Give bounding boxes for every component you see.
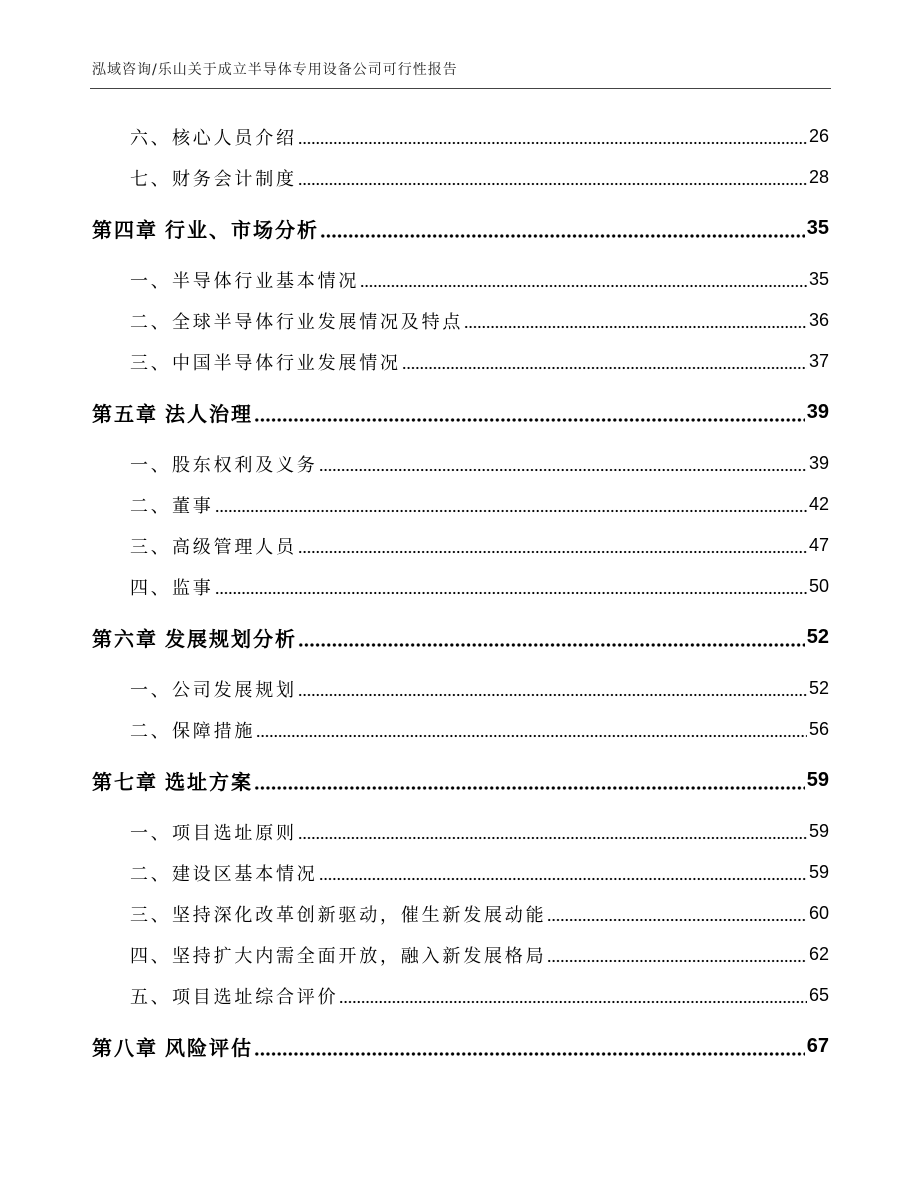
toc-chapter-title: 行业、市场分析 xyxy=(165,218,319,242)
toc-dot-leader xyxy=(254,418,805,422)
toc-section-entry xyxy=(0,300,920,341)
toc-section-number: 二、 xyxy=(130,863,172,885)
toc-page-number: 47 xyxy=(808,535,829,555)
toc-page-number: 35 xyxy=(806,217,829,239)
toc-section-number: 二、 xyxy=(130,311,172,333)
toc-page-number: 36 xyxy=(808,310,829,330)
toc-dot-leader xyxy=(298,550,807,554)
toc-section-entry xyxy=(0,811,920,852)
toc-chapter-entry xyxy=(0,1026,920,1067)
toc-page-number: 39 xyxy=(808,453,829,473)
toc-chapter-entry xyxy=(0,392,920,433)
toc-dot-leader xyxy=(298,836,807,840)
toc-section-entry xyxy=(0,893,920,934)
toc-page-number: 26 xyxy=(808,126,829,146)
toc-section-number: 一、 xyxy=(130,270,172,292)
toc-dot-leader xyxy=(298,182,807,186)
toc-dot-leader xyxy=(254,1052,805,1056)
toc-section-entry xyxy=(0,852,920,893)
toc-section-title: 核心人员介绍 xyxy=(172,127,297,149)
toc-section-title: 坚持深化改革创新驱动，催生新发展动能 xyxy=(172,904,547,926)
toc-dot-leader xyxy=(360,284,807,288)
toc-chapter-title: 选址方案 xyxy=(165,770,253,794)
toc-dot-leader xyxy=(339,1000,807,1004)
toc-chapter-number: 第六章 xyxy=(92,627,158,651)
toc-page-number: 39 xyxy=(806,401,829,423)
toc-section-title: 项目选址原则 xyxy=(172,822,297,844)
toc-chapter-number: 第四章 xyxy=(92,218,158,242)
toc-section-number: 一、 xyxy=(130,454,172,476)
toc-chapter-entry xyxy=(0,760,920,801)
toc-section-entry xyxy=(0,934,920,975)
page-header-title: 泓域咨询/乐山关于成立半导体专用设备公司可行性报告 xyxy=(92,62,458,78)
toc-page-number: 59 xyxy=(808,862,829,882)
toc-section-title: 项目选址综合评价 xyxy=(172,986,339,1008)
toc-page-number: 59 xyxy=(808,821,829,841)
toc-chapter-number: 第五章 xyxy=(92,402,158,426)
toc-section-number: 四、 xyxy=(130,945,172,967)
toc-dot-leader xyxy=(464,325,807,329)
toc-section-title: 半导体行业基本情况 xyxy=(172,270,360,292)
toc-section-title: 股东权利及义务 xyxy=(172,454,318,476)
toc-section-number: 二、 xyxy=(130,720,172,742)
toc-page-number: 65 xyxy=(808,985,829,1005)
toc-section-number: 三、 xyxy=(130,904,172,926)
toc-page-number: 52 xyxy=(806,626,829,648)
toc-section-title: 坚持扩大内需全面开放，融入新发展格局 xyxy=(172,945,547,967)
toc-dot-leader xyxy=(298,141,807,145)
toc-page-number: 67 xyxy=(806,1035,829,1057)
toc-dot-leader xyxy=(319,468,807,472)
toc-section-entry xyxy=(0,484,920,525)
toc-section-number: 五、 xyxy=(130,986,172,1008)
toc-chapter-number: 第七章 xyxy=(92,770,158,794)
toc-section-number: 四、 xyxy=(130,577,172,599)
toc-dot-leader xyxy=(319,877,807,881)
toc-dot-leader xyxy=(298,643,805,647)
toc-chapter-title: 发展规划分析 xyxy=(165,627,297,651)
toc-section-title: 监事 xyxy=(172,577,214,599)
toc-dot-leader xyxy=(298,693,807,697)
toc-dot-leader xyxy=(402,366,807,370)
toc-chapter-entry xyxy=(0,617,920,658)
toc-chapter-title: 法人治理 xyxy=(165,402,253,426)
toc-chapter-number: 第八章 xyxy=(92,1036,158,1060)
toc-page-number: 59 xyxy=(806,769,829,791)
toc-dot-leader xyxy=(547,918,807,922)
toc-section-title: 高级管理人员 xyxy=(172,536,297,558)
toc-page-number: 35 xyxy=(808,269,829,289)
toc-dot-leader xyxy=(254,786,805,790)
toc-dot-leader xyxy=(320,234,805,238)
toc-section-number: 二、 xyxy=(130,495,172,517)
toc-section-title: 中国半导体行业发展情况 xyxy=(172,352,401,374)
toc-page-number: 60 xyxy=(808,903,829,923)
toc-chapter-entry xyxy=(0,208,920,249)
toc-section-title: 公司发展规划 xyxy=(172,679,297,701)
toc-section-entry xyxy=(0,566,920,607)
toc-page-number: 62 xyxy=(808,944,829,964)
toc-section-title: 财务会计制度 xyxy=(172,168,297,190)
toc-section-entry xyxy=(0,668,920,709)
header-divider xyxy=(90,88,831,89)
toc-section-entry xyxy=(0,116,920,157)
toc-section-entry xyxy=(0,341,920,382)
toc-section-number: 三、 xyxy=(130,352,172,374)
toc-dot-leader xyxy=(215,509,807,513)
toc-section-entry xyxy=(0,975,920,1016)
toc-section-number: 一、 xyxy=(130,822,172,844)
toc-section-title: 董事 xyxy=(172,495,214,517)
toc-chapter-title: 风险评估 xyxy=(165,1036,253,1060)
toc-dot-leader xyxy=(256,734,807,738)
toc-dot-leader xyxy=(547,959,807,963)
toc-section-entry xyxy=(0,525,920,566)
toc-page-number: 37 xyxy=(808,351,829,371)
toc-section-number: 一、 xyxy=(130,679,172,701)
toc-page-number: 28 xyxy=(808,167,829,187)
toc-section-entry xyxy=(0,709,920,750)
toc-section-number: 三、 xyxy=(130,536,172,558)
toc-page-number: 42 xyxy=(808,494,829,514)
toc-page-number: 50 xyxy=(808,576,829,596)
toc-section-number: 七、 xyxy=(130,168,172,190)
toc-section-number: 六、 xyxy=(130,127,172,149)
toc-section-entry xyxy=(0,259,920,300)
toc-dot-leader xyxy=(215,591,807,595)
toc-section-entry xyxy=(0,443,920,484)
toc-section-title: 全球半导体行业发展情况及特点 xyxy=(172,311,464,333)
toc-section-entry xyxy=(0,157,920,198)
toc-page-number: 52 xyxy=(808,678,829,698)
table-of-contents xyxy=(0,116,920,1077)
toc-page-number: 56 xyxy=(808,719,829,739)
toc-section-title: 建设区基本情况 xyxy=(172,863,318,885)
toc-section-title: 保障措施 xyxy=(172,720,256,742)
